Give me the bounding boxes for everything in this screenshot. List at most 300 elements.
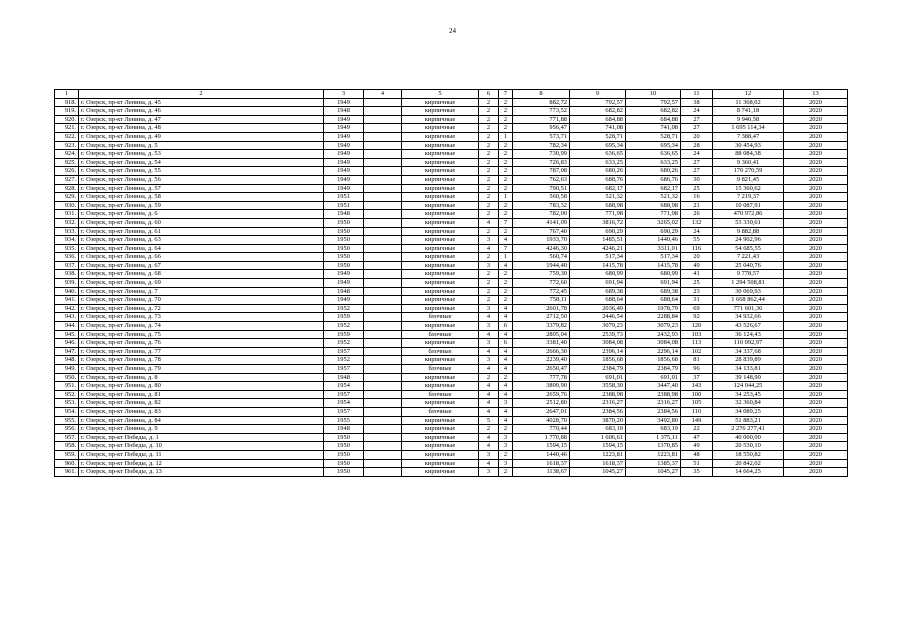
year-cell: 2020 [784,115,848,124]
row-number-cell: 926. [55,167,79,176]
year-built-cell: 1949 [324,175,364,184]
wall-material-cell: кирпичные [402,218,479,227]
entrances-cell: 2 [499,296,513,305]
wall-material-cell: кирпичные [402,141,479,150]
cost-cell: 1 695 114,34 [713,124,784,133]
entrances-cell: 2 [499,450,513,459]
column-4-cell [364,330,402,339]
cost-cell: 53 330,61 [713,218,784,227]
year-cell: 2020 [784,399,848,408]
residential-area-cell: 695,34 [626,141,681,150]
address-cell: г. Озерск, пр-кт Ленина, д. 5 [79,141,324,150]
entrances-cell: 3 [499,459,513,468]
residential-area-cell: 683,19 [626,425,681,434]
living-area-cell: 1415,78 [570,261,626,270]
address-cell: г. Озерск, пр-кт Ленина, д. 70 [79,296,324,305]
column-4-cell [364,132,402,141]
total-area-cell: 783,32 [513,201,570,210]
floors-cell: 4 [479,433,499,442]
table-row [55,98,848,107]
cost-cell: 39 148,90 [713,373,784,382]
floors-cell: 3 [479,236,499,245]
header-row [55,90,848,99]
wall-material-cell: кирпичные [402,184,479,193]
living-area-cell: 3870,20 [570,416,626,425]
year-built-cell: 1957 [324,407,364,416]
cost-cell: 51 883,21 [713,416,784,425]
residents-cell: 24 [681,150,713,159]
floors-cell: 4 [479,382,499,391]
entrances-cell: 2 [499,167,513,176]
wall-material-cell: кирпичные [402,124,479,133]
table-row [55,150,848,159]
year-cell: 2020 [784,107,848,116]
year-cell: 2020 [784,227,848,236]
year-cell: 2020 [784,433,848,442]
column-4-cell [364,175,402,184]
year-built-cell: 1949 [324,279,364,288]
floors-cell: 2 [479,158,499,167]
floors-cell: 4 [479,244,499,253]
residential-area-cell: 792,57 [626,98,681,107]
wall-material-cell: кирпичные [402,261,479,270]
year-built-cell: 1950 [324,227,364,236]
floors-cell: 2 [479,253,499,262]
address-cell: г. Озерск, пр-кт Ленина, д. 9 [79,425,324,434]
year-cell: 2020 [784,304,848,313]
column-4-cell [364,193,402,202]
total-area-cell: 2647,01 [513,407,570,416]
residential-area-cell: 680,99 [626,270,681,279]
row-number-cell: 948. [55,356,79,365]
column-4-cell [364,356,402,365]
total-area-cell: 782,34 [513,141,570,150]
living-area-cell: 771,98 [570,210,626,219]
row-number-cell: 921. [55,124,79,133]
residents-cell: 113 [681,339,713,348]
floors-cell: 4 [479,218,499,227]
entrances-cell: 2 [499,425,513,434]
entrances-cell: 2 [499,270,513,279]
wall-material-cell: кирпичные [402,416,479,425]
living-area-cell: 633,25 [570,158,626,167]
total-area-cell: 1944,40 [513,261,570,270]
table-row [55,339,848,348]
column-4-cell [364,390,402,399]
row-number-cell: 959. [55,450,79,459]
total-area-cell: 3809,90 [513,382,570,391]
cost-cell: 54 685,55 [713,244,784,253]
living-area-cell: 4246,21 [570,244,626,253]
residential-area-cell: 688,64 [626,296,681,305]
residential-area-cell: 2384,56 [626,407,681,416]
year-built-cell: 1952 [324,339,364,348]
address-cell: г. Озерск, пр-кт Победы, д. 12 [79,459,324,468]
wall-material-cell: кирпичные [402,210,479,219]
table-row [55,175,848,184]
year-cell: 2020 [784,416,848,425]
address-cell: г. Озерск, пр-кт Ленина, д. 59 [79,201,324,210]
row-number-cell: 939. [55,279,79,288]
total-area-cell: 1933,70 [513,236,570,245]
column-4-cell [364,201,402,210]
wall-material-cell: блочные [402,313,479,322]
entrances-cell: 2 [499,158,513,167]
living-area-cell: 682,82 [570,107,626,116]
year-cell: 2020 [784,218,848,227]
cost-cell: 34 089,25 [713,407,784,416]
entrances-cell: 7 [499,244,513,253]
residential-area-cell: 1 375,11 [626,433,681,442]
column-4-cell [364,115,402,124]
total-area-cell: 2805,04 [513,330,570,339]
entrances-cell: 4 [499,365,513,374]
cost-cell: 34 133,81 [713,365,784,374]
residents-cell: 21 [681,201,713,210]
year-built-cell: 1959 [324,330,364,339]
total-area-cell: 882,72 [513,98,570,107]
column-4-cell [364,382,402,391]
year-cell: 2020 [784,322,848,331]
address-cell: г. Озерск, пр-кт Ленина, д. 79 [79,365,324,374]
residents-cell: 81 [681,356,713,365]
year-cell: 2020 [784,236,848,245]
address-cell: г. Озерск, пр-кт Ленина, д. 46 [79,107,324,116]
wall-material-cell: кирпичные [402,356,479,365]
residents-cell: 20 [681,253,713,262]
total-area-cell: 2650,47 [513,365,570,374]
year-built-cell: 1949 [324,141,364,150]
residential-area-cell: 1856,68 [626,356,681,365]
floors-cell: 4 [479,390,499,399]
living-area-cell: 792,57 [570,98,626,107]
row-number-cell: 942. [55,304,79,313]
wall-material-cell: кирпичные [402,425,479,434]
address-cell: г. Озерск, пр-кт Ленина, д. 48 [79,124,324,133]
column-header: 11 [681,90,713,99]
total-area-cell: 4141,09 [513,218,570,227]
entrances-cell: 2 [499,210,513,219]
year-built-cell: 1957 [324,347,364,356]
table-row [55,270,848,279]
total-area-cell: 3381,40 [513,339,570,348]
wall-material-cell: блочные [402,365,479,374]
living-area-cell: 2384,56 [570,407,626,416]
address-cell: г. Озерск, пр-кт Ленина, д. 64 [79,244,324,253]
cost-cell: 9 940,58 [713,115,784,124]
table-row [55,322,848,331]
row-number-cell: 958. [55,442,79,451]
table-row [55,253,848,262]
column-header: 3 [324,90,364,99]
year-built-cell: 1957 [324,390,364,399]
cost-cell: 34 253,45 [713,390,784,399]
residents-cell: 27 [681,124,713,133]
table-row [55,450,848,459]
address-cell: г. Озерск, пр-кт Ленина, д. 7 [79,287,324,296]
residents-cell: 22 [681,425,713,434]
total-area-cell: 560,74 [513,253,570,262]
residential-area-cell: 3492,80 [626,416,681,425]
year-cell: 2020 [784,468,848,477]
floors-cell: 2 [479,98,499,107]
entrances-cell: 4 [499,416,513,425]
column-4-cell [364,227,402,236]
row-number-cell: 922. [55,132,79,141]
cost-cell: 110 092,97 [713,339,784,348]
total-area-cell: 2601,78 [513,304,570,313]
row-number-cell: 935. [55,244,79,253]
entrances-cell: 3 [499,442,513,451]
entrances-cell: 4 [499,382,513,391]
column-4-cell [364,296,402,305]
floors-cell: 2 [479,115,499,124]
floors-cell: 2 [479,201,499,210]
wall-material-cell: кирпичные [402,433,479,442]
row-number-cell: 933. [55,227,79,236]
entrances-cell: 2 [499,124,513,133]
living-area-cell: 680,99 [570,270,626,279]
cost-cell: 18 550,82 [713,450,784,459]
living-area-cell: 695,34 [570,141,626,150]
cost-cell: 7 388,47 [713,132,784,141]
column-4-cell [364,373,402,382]
row-number-cell: 923. [55,141,79,150]
cost-cell: 2 276 277,41 [713,425,784,434]
living-area-cell: 2036,49 [570,304,626,313]
residents-cell: 48 [681,450,713,459]
housing-registry-table [54,89,848,477]
living-area-cell: 528,71 [570,132,626,141]
year-cell: 2020 [784,313,848,322]
floors-cell: 2 [479,270,499,279]
column-4-cell [364,244,402,253]
row-number-cell: 929. [55,193,79,202]
total-area-cell: 767,40 [513,227,570,236]
residents-cell: 23 [681,287,713,296]
cost-cell: 15 360,62 [713,184,784,193]
living-area-cell: 521,32 [570,193,626,202]
address-cell: г. Озерск, пр-кт Ленина, д. 58 [79,193,324,202]
residents-cell: 27 [681,167,713,176]
column-4-cell [364,416,402,425]
wall-material-cell: кирпичные [402,150,479,159]
total-area-cell: 758,11 [513,296,570,305]
entrances-cell: 2 [499,287,513,296]
year-built-cell: 1952 [324,322,364,331]
address-cell: г. Озерск, пр-кт Ленина, д. 84 [79,416,324,425]
total-area-cell: 730,99 [513,150,570,159]
year-cell: 2020 [784,373,848,382]
residential-area-cell: 3084,08 [626,339,681,348]
column-4-cell [364,407,402,416]
entrances-cell: 2 [499,107,513,116]
year-cell: 2020 [784,132,848,141]
residential-area-cell: 691,01 [626,373,681,382]
entrances-cell: 2 [499,184,513,193]
column-4-cell [364,459,402,468]
year-built-cell: 1950 [324,468,364,477]
cost-cell: 11 368,02 [713,98,784,107]
address-cell: г. Озерск, пр-кт Ленина, д. 54 [79,158,324,167]
residential-area-cell: 684,88 [626,115,681,124]
year-built-cell: 1948 [324,210,364,219]
column-4-cell [364,442,402,451]
living-area-cell: 2316,27 [570,399,626,408]
year-cell: 2020 [784,339,848,348]
residential-area-cell: 633,25 [626,158,681,167]
column-4-cell [364,167,402,176]
year-built-cell: 1950 [324,433,364,442]
column-4-cell [364,124,402,133]
column-4-cell [364,365,402,374]
residents-cell: 143 [681,382,713,391]
table-row [55,433,848,442]
floors-cell: 2 [479,167,499,176]
residents-cell: 49 [681,261,713,270]
wall-material-cell: кирпичные [402,468,479,477]
year-built-cell: 1949 [324,184,364,193]
floors-cell: 4 [479,399,499,408]
total-area-cell: 1138,67 [513,468,570,477]
cost-cell: 7 221,43 [713,253,784,262]
wall-material-cell: кирпичные [402,132,479,141]
living-area-cell: 1223,81 [570,450,626,459]
living-area-cell: 636,65 [570,150,626,159]
cost-cell: 34 932,66 [713,313,784,322]
residential-area-cell: 1223,81 [626,450,681,459]
total-area-cell: 573,71 [513,132,570,141]
wall-material-cell: кирпичные [402,244,479,253]
floors-cell: 3 [479,450,499,459]
wall-material-cell: кирпичные [402,304,479,313]
living-area-cell: 1618,37 [570,459,626,468]
column-header: 6 [479,90,499,99]
column-4-cell [364,322,402,331]
column-4-cell [364,450,402,459]
wall-material-cell: кирпичные [402,167,479,176]
year-built-cell: 1957 [324,365,364,374]
total-area-cell: 2512,80 [513,399,570,408]
year-cell: 2020 [784,442,848,451]
year-built-cell: 1950 [324,261,364,270]
floors-cell: 4 [479,459,499,468]
year-built-cell: 1950 [324,253,364,262]
year-built-cell: 1950 [324,236,364,245]
residents-cell: 24 [681,107,713,116]
row-number-cell: 944. [55,322,79,331]
year-cell: 2020 [784,382,848,391]
residents-cell: 24 [681,227,713,236]
row-number-cell: 937. [55,261,79,270]
entrances-cell: 3 [499,433,513,442]
total-area-cell: 2659,76 [513,390,570,399]
residents-cell: 41 [681,270,713,279]
table-row [55,236,848,245]
residential-area-cell: 689,38 [626,287,681,296]
cost-cell: 32 360,84 [713,399,784,408]
row-number-cell: 946. [55,339,79,348]
year-built-cell: 1948 [324,373,364,382]
column-4-cell [364,210,402,219]
row-number-cell: 961. [55,468,79,477]
address-cell: г. Озерск, пр-кт Ленина, д. 83 [79,407,324,416]
wall-material-cell: блочные [402,407,479,416]
year-cell: 2020 [784,390,848,399]
row-number-cell: 956. [55,425,79,434]
table-row [55,356,848,365]
wall-material-cell: кирпичные [402,193,479,202]
page-number: 24 [449,27,456,35]
column-4-cell [364,270,402,279]
row-number-cell: 951. [55,382,79,391]
address-cell: г. Озерск, пр-кт Ленина, д. 60 [79,218,324,227]
table-row [55,296,848,305]
year-built-cell: 1948 [324,425,364,434]
address-cell: г. Озерск, пр-кт Победы, д. 11 [79,450,324,459]
row-number-cell: 953. [55,399,79,408]
year-built-cell: 1954 [324,399,364,408]
wall-material-cell: кирпичные [402,296,479,305]
table-row [55,193,848,202]
row-number-cell: 941. [55,296,79,305]
column-4-cell [364,261,402,270]
cost-cell: 40 000,00 [713,433,784,442]
table-row [55,365,848,374]
address-cell: г. Озерск, пр-кт Ленина, д. 73 [79,313,324,322]
entrances-cell: 2 [499,468,513,477]
year-cell: 2020 [784,158,848,167]
address-cell: г. Озерск, пр-кт Победы, д. 13 [79,468,324,477]
address-cell: г. Озерск, пр-кт Ленина, д. 45 [79,98,324,107]
column-header: 13 [784,90,848,99]
living-area-cell: 689,38 [570,287,626,296]
entrances-cell: 4 [499,347,513,356]
year-built-cell: 1950 [324,442,364,451]
column-4-cell [364,279,402,288]
cost-cell: 20 530,10 [713,442,784,451]
year-built-cell: 1949 [324,158,364,167]
column-header: 10 [626,90,681,99]
residents-cell: 37 [681,373,713,382]
year-cell: 2020 [784,425,848,434]
entrances-cell: 4 [499,330,513,339]
address-cell: г. Озерск, пр-кт Ленина, д. 69 [79,279,324,288]
floors-cell: 4 [479,407,499,416]
floors-cell: 2 [479,210,499,219]
residents-cell: 26 [681,210,713,219]
wall-material-cell: кирпичные [402,98,479,107]
wall-material-cell: кирпичные [402,115,479,124]
living-area-cell: 688,76 [570,175,626,184]
living-area-cell: 688,64 [570,296,626,305]
entrances-cell: 2 [499,201,513,210]
table-row [55,210,848,219]
row-number-cell: 960. [55,459,79,468]
floors-cell: 2 [479,373,499,382]
row-number-cell: 955. [55,416,79,425]
residents-cell: 69 [681,304,713,313]
row-number-cell: 949. [55,365,79,374]
address-cell: г. Озерск, пр-кт Ленина, д. 57 [79,184,324,193]
living-area-cell: 690,29 [570,227,626,236]
floors-cell: 3 [479,468,499,477]
column-header: 4 [364,90,402,99]
year-built-cell: 1949 [324,115,364,124]
living-area-cell: 1045,27 [570,468,626,477]
address-cell: г. Озерск, пр-кт Ленина, д. 53 [79,150,324,159]
wall-material-cell: кирпичные [402,158,479,167]
